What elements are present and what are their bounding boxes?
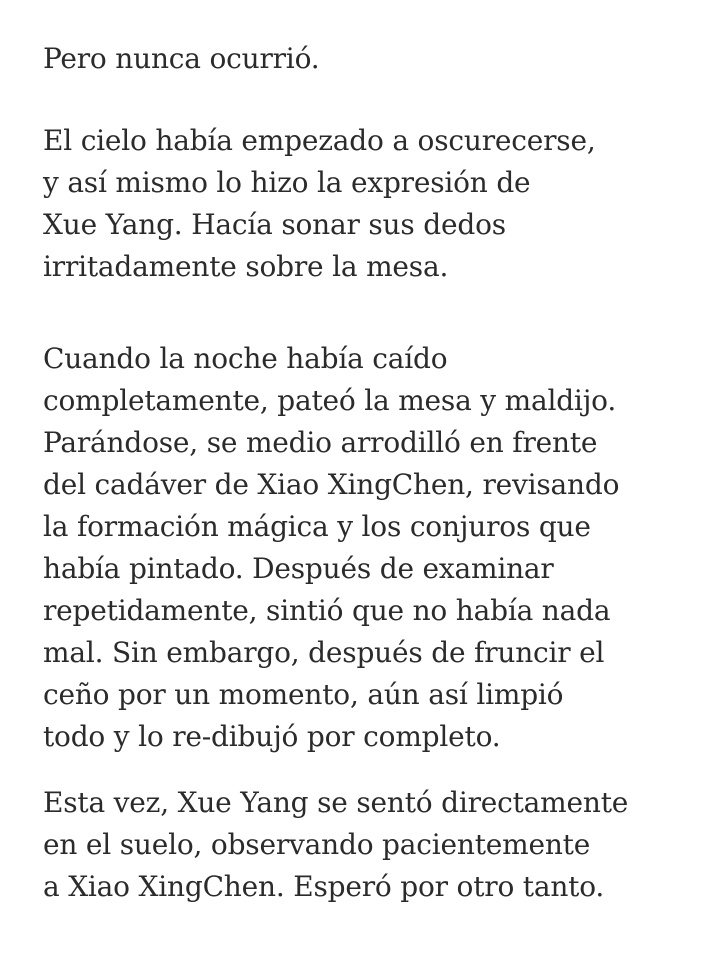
paragraph-2 — [43, 120, 596, 288]
paragraph-1 — [43, 38, 319, 80]
paragraph-line: repetidamente, sintió que no había nada — [43, 594, 611, 627]
paragraph-line: en el suelo, observando pacientemente — [43, 828, 591, 861]
paragraph-line: a Xiao XingChen. Esperó por otro tanto. — [43, 870, 605, 903]
paragraph-line: todo y lo re-dibujó por completo. — [43, 720, 501, 753]
paragraph-line: Esta vez, Xue Yang se sentó directamente — [43, 786, 629, 819]
paragraph-3 — [43, 338, 619, 758]
paragraph-line: Cuando la noche había caído — [43, 342, 448, 375]
paragraph-4 — [43, 782, 628, 908]
paragraph-line: completamente, pateó la mesa y maldijo. — [43, 384, 617, 417]
paragraph-line: ceño por un momento, aún así limpió — [43, 678, 564, 711]
paragraph-line: del cadáver de Xiao XingChen, revisando — [43, 468, 620, 501]
paragraph-line: Xue Yang. Hacía sonar sus dedos — [43, 208, 506, 241]
paragraph-line: Pero nunca ocurrió. — [43, 42, 320, 75]
paragraph-line: mal. Sin embargo, después de fruncir el — [43, 636, 605, 669]
paragraph-line: y así mismo lo hizo la expresión de — [43, 166, 531, 199]
paragraph-line: irritadamente sobre la mesa. — [43, 250, 449, 283]
paragraph-line: Parándose, se medio arrodilló en frente — [43, 426, 598, 459]
paragraph-line: la formación mágica y los conjuros que — [43, 510, 591, 543]
paragraph-line: había pintado. Después de examinar — [43, 552, 554, 585]
paragraph-line: El cielo había empezado a oscurecerse, — [43, 124, 596, 157]
